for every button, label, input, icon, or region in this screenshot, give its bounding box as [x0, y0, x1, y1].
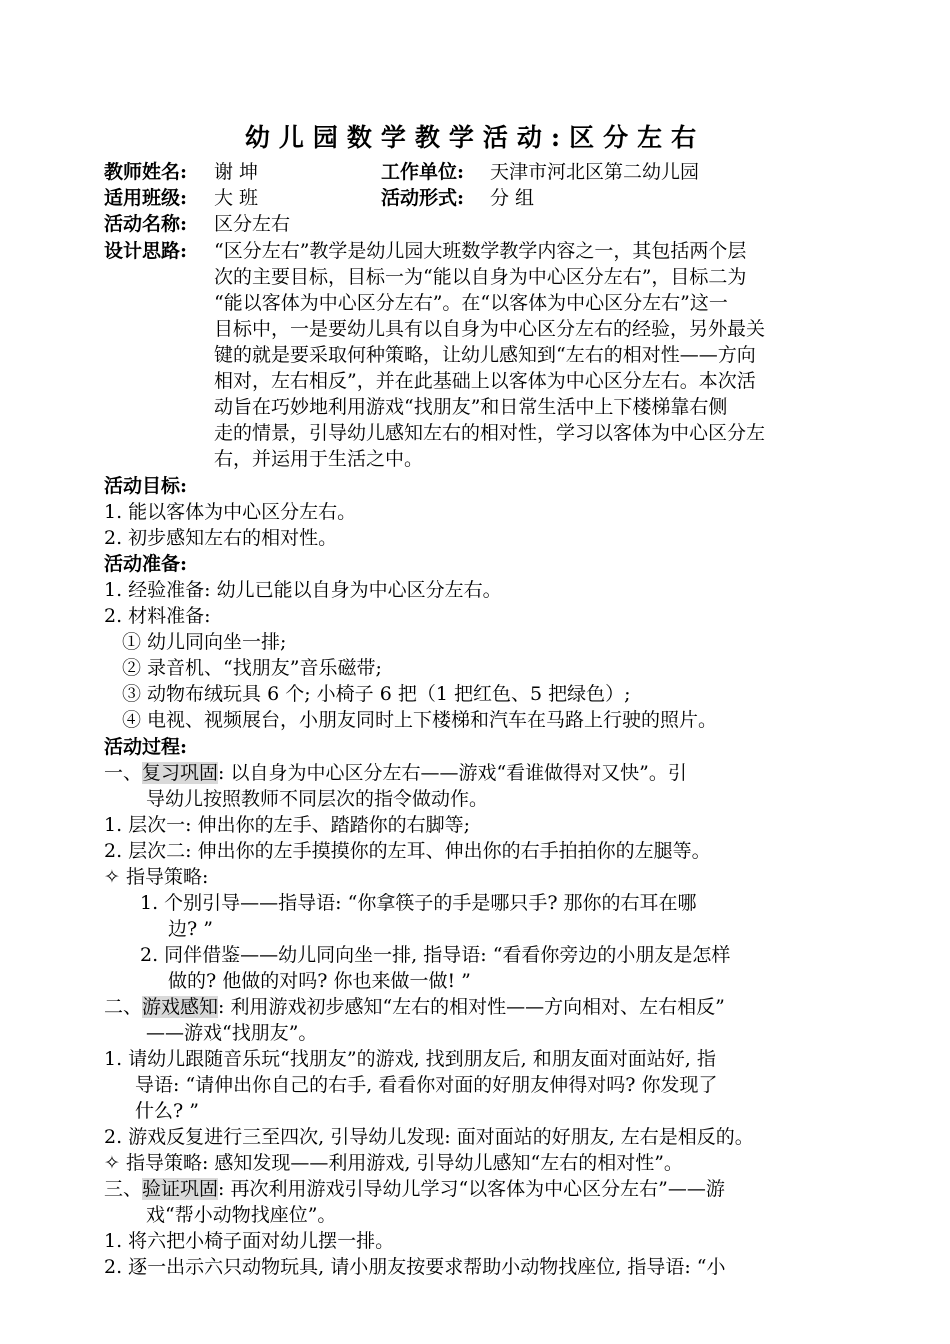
design-line: 走的情景，引导幼儿感知左右的相对性，学习以客体为中心区分左	[214, 422, 766, 444]
activity-name-label: 活动名称:	[104, 213, 188, 235]
part3-highlight: 验证巩固	[142, 1178, 219, 1200]
part2-prefix: 二、	[104, 996, 143, 1018]
class-label: 适用班级:	[104, 187, 188, 209]
process-heading: 活动过程:	[104, 736, 188, 758]
design-line: 相对，左右相反”，并在此基础上以客体为中心区分左右。本次活	[214, 370, 756, 392]
part2-highlight: 游戏感知	[142, 996, 219, 1018]
part2-item: 导语: “请伸出你自己的右手, 看看你对面的好朋友伸得对吗? 你发现了	[135, 1074, 718, 1096]
unit-value: 天津市河北区第二幼儿园	[490, 161, 700, 183]
part3-cont: 戏“帮小动物找座位”。	[146, 1204, 337, 1226]
part1-sub: 1. 个别引导——指导语: “你拿筷子的手是哪只手? 那你的右耳在哪	[140, 892, 697, 914]
design-line: “区分左右”教学是幼儿园大班数学教学内容之一，其包括两个层	[214, 240, 747, 262]
material-item: ① 幼儿同向坐一排;	[122, 631, 287, 653]
goal-item: 1. 能以客体为中心区分左右。	[104, 501, 357, 523]
material-item: ② 录音机、“找朋友”音乐磁带;	[122, 657, 382, 679]
material-item: ③ 动物布绒玩具 6 个; 小椅子 6 把（1 把红色、5 把绿色）;	[122, 683, 631, 705]
design-line: “能以客体为中心区分左右”。在“以客体为中心区分左右”这一	[214, 292, 728, 314]
part1-item: 2. 层次二: 伸出你的左手摸摸你的左耳、伸出你的右手拍拍你的左腿等。	[104, 840, 711, 862]
material-item: ④ 电视、视频展台，小朋友同时上下楼梯和汽车在马路上行驶的照片。	[122, 709, 718, 731]
activity-name-value: 区分左右	[214, 213, 291, 235]
form-value: 分 组	[490, 187, 535, 209]
prep-heading: 活动准备:	[104, 553, 188, 575]
teacher-label: 教师姓名:	[104, 161, 188, 183]
goals-heading: 活动目标:	[104, 475, 188, 497]
part3-item: 1. 将六把小椅子面对幼儿摆一排。	[104, 1230, 395, 1252]
part1-sub: 2. 同伴借鉴——幼儿同向坐一排, 指导语: “看看你旁边的小朋友是怎样	[140, 944, 731, 966]
design-line: 右，并运用于生活之中。	[214, 448, 424, 470]
part1-rest: : 以自身为中心区分左右——游戏“看谁做得对又快”。引	[218, 762, 687, 784]
part1-sub: 边? ”	[168, 918, 213, 940]
part1-strategy: ✧ 指导策略:	[104, 866, 209, 888]
form-label: 活动形式:	[381, 187, 465, 209]
part1-item: 1. 层次一: 伸出你的左手、踏踏你的右脚等;	[104, 814, 471, 836]
part3-rest: : 再次利用游戏引导幼儿学习“以客体为中心区分左右”——游	[218, 1178, 725, 1200]
design-label: 设计思路:	[104, 240, 188, 262]
part1-prefix: 一、	[104, 762, 143, 784]
part2-strategy: ✧ 指导策略: 感知发现——利用游戏, 引导幼儿感知“左右的相对性”。	[104, 1152, 683, 1174]
part1-cont: 导幼儿按照教师不同层次的指令做动作。	[146, 788, 489, 810]
design-line: 键的就是要采取何种策略，让幼儿感知到“左右的相对性——方向	[214, 344, 756, 366]
part1-title	[104, 761, 687, 786]
part2-cont: ——游戏“找朋友”。	[146, 1022, 318, 1044]
goal-item: 2. 初步感知左右的相对性。	[104, 527, 338, 549]
part2-item: 什么? ”	[135, 1100, 199, 1122]
part1-sub: 做的? 他做的对吗? 你也来做一做! ”	[168, 970, 471, 992]
part3-item: 2. 逐一出示六只动物玩具, 请小朋友按要求帮助小动物找座位, 指导语: “小	[104, 1256, 726, 1278]
part3-title	[104, 1177, 725, 1202]
part3-prefix: 三、	[104, 1178, 143, 1200]
page-title: 幼儿园数学教学活动:区分左右	[244, 123, 706, 152]
part2-item: 1. 请幼儿跟随音乐玩“找朋友”的游戏, 找到朋友后, 和朋友面对面站好, 指	[104, 1048, 716, 1070]
teacher-value: 谢 坤	[214, 161, 259, 183]
part2-item: 2. 游戏反复进行三至四次, 引导幼儿发现: 面对面站的好朋友, 左右是相反的。	[104, 1126, 754, 1148]
part2-rest: : 利用游戏初步感知“左右的相对性——方向相对、左右相反”	[218, 996, 725, 1018]
part1-highlight: 复习巩固	[142, 762, 219, 784]
class-value: 大 班	[214, 187, 259, 209]
prep-item: 1. 经验准备: 幼儿已能以自身为中心区分左右。	[104, 579, 502, 601]
design-line: 次的主要目标，目标一为“能以自身为中心区分左右”，目标二为	[214, 266, 747, 288]
unit-label: 工作单位:	[381, 161, 465, 183]
design-line: 目标中，一是要幼儿具有以自身为中心区分左右的经验，另外最关	[214, 318, 766, 340]
prep-item: 2. 材料准备:	[104, 605, 211, 627]
part2-title	[104, 995, 725, 1020]
design-line: 动旨在巧妙地利用游戏“找朋友”和日常生活中上下楼梯靠右侧	[214, 396, 728, 418]
